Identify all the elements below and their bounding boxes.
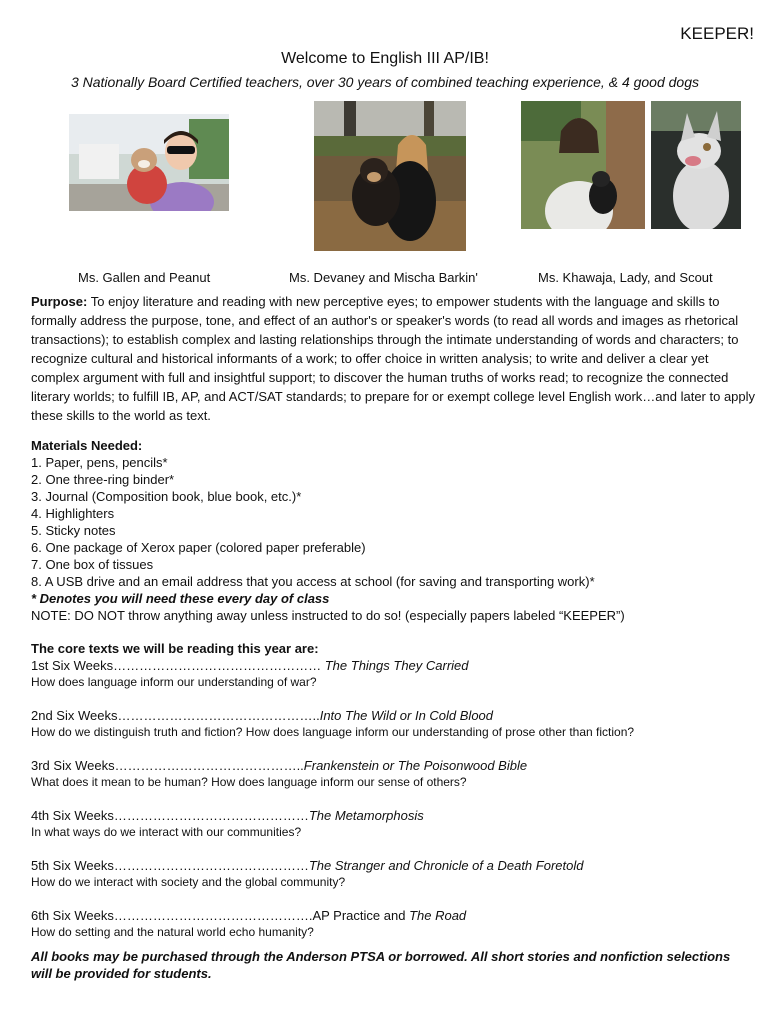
materials-note: NOTE: DO NOT throw anything away unless instructed to do so! (especially papers labeled “KEEPER”)	[31, 608, 625, 623]
materials-item: 8. A USB drive and an email address that you access at school (for saving and transporting work)*	[31, 574, 595, 589]
week-book: The Metamorphosis	[308, 808, 424, 823]
purpose-label: Purpose:	[31, 294, 88, 309]
core-heading: The core texts we will be reading this year are:	[31, 641, 319, 656]
week-book: The Things They Carried	[324, 658, 469, 673]
purpose-text: To enjoy literature and reading with new perceptive eyes; to empower students with the language and skills to formally address the purpose, tone, and effect of an author's or speaker's words (to read all words and images as rhetorical transactions); to establish complex and lasting relationships through the intimate understanding of words and characters; to recognize cultural and historical informants of a work; to offer choice in written analysis; to write and deliver a clear yet complex argument with full and insightful support; to discover the human truths of works read; to recognize the connected literary worlds; to fulfill IB, AP, and ACT/SAT standards; to prepare for or exempt college level English work…and later to apply these skills to the world as text.	[31, 294, 756, 423]
week-label: 4th Six Weeks………………………………………	[31, 808, 309, 823]
week-row	[31, 657, 756, 674]
week-label: 3rd Six Weeks……………………………………..	[31, 758, 304, 773]
week-row	[31, 807, 756, 824]
materials-denotes: * Denotes you will need these every day of class	[31, 591, 330, 606]
week-label: 2nd Six Weeks………………………………………..	[31, 708, 320, 723]
materials-item: 2. One three-ring binder*	[31, 472, 175, 487]
week-book: Frankenstein or The Poisonwood Bible	[303, 758, 528, 773]
week-question: How do setting and the natural world echo humanity?	[31, 925, 314, 939]
week-question: How do we distinguish truth and fiction? How does language inform our understanding of prose other than fiction?	[31, 725, 635, 739]
week-label: 6th Six Weeks……………………………………….AP Practice and	[31, 908, 410, 923]
caption-gallen: Ms. Gallen and Peanut	[78, 270, 211, 285]
page-subtitle: 3 Nationally Board Certified teachers, over 30 years of combined teaching experience, & 4 good dogs	[70, 74, 700, 90]
materials-item: 4. Highlighters	[31, 506, 115, 521]
caption-devaney: Ms. Devaney and Mischa Barkin'	[289, 270, 478, 285]
materials-item: 6. One package of Xerox paper (colored paper preferable)	[31, 540, 366, 555]
keeper-label: KEEPER!	[680, 24, 754, 43]
week-row	[31, 757, 756, 774]
week-book: The Road	[409, 908, 467, 923]
week-question: What does it mean to be human? How does language inform our sense of others?	[31, 775, 467, 789]
week-row	[31, 707, 756, 724]
materials-heading: Materials Needed:	[31, 438, 143, 453]
materials-section	[31, 437, 756, 624]
photo-scout	[651, 101, 741, 229]
photo-khawaja-lady	[521, 101, 645, 229]
materials-item: 1. Paper, pens, pencils*	[31, 455, 168, 470]
week-question: In what ways do we interact with our communities?	[31, 825, 302, 839]
week-question: How do we interact with society and the global community?	[31, 875, 346, 889]
week-book: The Stranger and Chronicle of a Death Foretold	[308, 858, 584, 873]
week-question: How does language inform our understanding of war?	[31, 675, 317, 689]
page-title: Welcome to English III AP/IB!	[281, 50, 489, 67]
week-row	[31, 857, 756, 874]
core-texts-section	[31, 640, 756, 957]
photo-gallen-peanut	[69, 114, 229, 211]
footer-note: All books may be purchased through the Anderson PTSA or borrowed. All short stories and nonfiction selections will be provided for students.	[31, 949, 731, 981]
photo-devaney-mischa	[314, 101, 466, 251]
week-label: 1st Six Weeks…………………………………………	[31, 658, 325, 673]
week-row	[31, 907, 756, 924]
materials-item: 3. Journal (Composition book, blue book, etc.)*	[31, 489, 302, 504]
materials-item: 7. One box of tissues	[31, 557, 154, 572]
week-book: Into The Wild or In Cold Blood	[319, 708, 494, 723]
purpose-paragraph	[31, 292, 756, 425]
caption-khawaja: Ms. Khawaja, Lady, and Scout	[538, 270, 713, 285]
week-label: 5th Six Weeks………………………………………	[31, 858, 309, 873]
materials-item: 5. Sticky notes	[31, 523, 116, 538]
